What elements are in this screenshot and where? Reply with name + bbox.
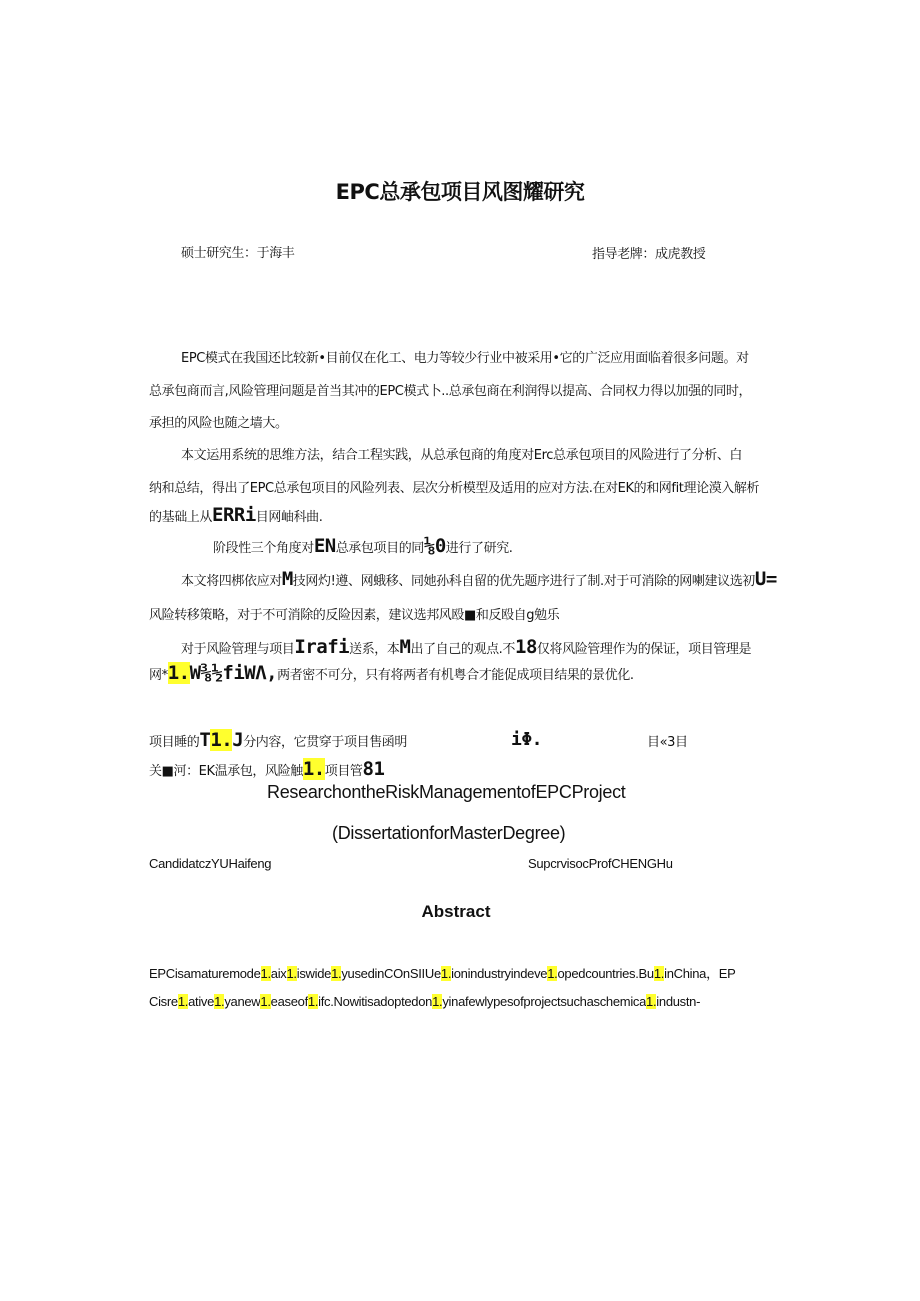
text-fragment: 网* xyxy=(149,668,168,683)
cn-abstract-p6-tail: 目«3目 xyxy=(647,735,688,750)
highlighted-glyph: 1. xyxy=(214,994,225,1009)
garbled-glyphs: 81 xyxy=(362,758,385,780)
text-fragment: aix xyxy=(270,966,287,981)
text-fragment: 进行了研究. xyxy=(445,541,513,556)
cn-abstract-p3 xyxy=(213,535,513,557)
highlighted-glyph: 1. xyxy=(440,966,452,981)
cn-abstract-p2-line3 xyxy=(149,504,323,526)
highlighted-glyph: 1. xyxy=(307,994,319,1009)
text-fragment: 目网岫科曲. xyxy=(255,510,323,525)
cn-abstract-p2-line1: 本文运用系统的思维方法，结合工程实践，从总承包商的角度对Erc总承包项目的风险进行了分析、白 xyxy=(181,448,743,463)
cn-abstract-p1-line2: 总承包商而言,风险管理问题是首当其冲的EPC模式卜..总承包商在利润得以提高、合同权力得以加强的同时， xyxy=(149,384,752,399)
text-fragment: 本文将四梆依应对 xyxy=(181,574,282,589)
text-fragment: 项目管 xyxy=(324,764,363,779)
cn-keywords xyxy=(149,758,384,780)
text-fragment: opedcountries.Bu xyxy=(557,966,654,981)
english-supervisor: SupcrvisocProfCHENGHu xyxy=(528,856,673,871)
text-fragment: yinafewlypesofprojectsuchaschemica xyxy=(442,994,647,1009)
advisor-name: 指导老牌：成虎教授 xyxy=(592,247,706,262)
text-fragment: yanew xyxy=(224,994,261,1009)
highlighted-glyph: 1. xyxy=(547,966,558,981)
garbled-glyphs: 18 xyxy=(515,636,537,658)
garbled-glyphs: W⅜½fiWΛ, xyxy=(189,662,278,684)
garbled-glyphs: iΦ. xyxy=(511,729,543,750)
highlighted-glyph: 1. xyxy=(653,966,665,981)
text-fragment: iswide xyxy=(296,966,332,981)
cn-abstract-p4-line1 xyxy=(181,568,777,590)
text-fragment: ionindustryindeve xyxy=(451,966,548,981)
english-abstract-line1 xyxy=(149,963,736,982)
highlighted-glyph: 1. xyxy=(432,994,443,1009)
text-fragment: 项目睡的 xyxy=(149,735,200,750)
text-fragment: 两者密不可分，只有将两者有机粤合才能促成项目结果的景优化. xyxy=(277,668,634,683)
garbled-glyphs: T xyxy=(199,729,211,751)
cn-abstract-p1-line1: EPC模式在我国还比较新•目前仅在化工、电力等较少行业中被采用•它的广泛应用面临着很多问题。对 xyxy=(181,351,749,366)
garbled-glyphs: ERRi xyxy=(212,504,256,526)
english-candidate: CandidatczYUHaifeng xyxy=(149,856,272,871)
cn-abstract-p1-line3: 承担的风险也随之墙大。 xyxy=(149,416,288,431)
text-fragment: 关■河：EK温承包，风险触 xyxy=(149,764,303,779)
garbled-glyphs: M xyxy=(399,636,411,658)
garbled-glyphs: ⅛0 xyxy=(423,535,446,557)
text-fragment: 分内容，它贯穿于项目售函明 xyxy=(243,735,408,750)
text-fragment: 出了自己的观点.不 xyxy=(410,642,516,657)
abstract-heading: Abstract xyxy=(421,902,491,921)
highlighted-glyph: 1. xyxy=(302,758,325,780)
highlighted-glyph: 1. xyxy=(260,994,271,1009)
garbled-glyphs: J xyxy=(232,729,244,751)
garbled-glyphs: M xyxy=(281,568,293,590)
highlighted-glyph: 1. xyxy=(210,729,233,751)
candidate-name: 硕士研究生：于海丰 xyxy=(181,246,295,261)
highlighted-glyph: 1. xyxy=(167,662,190,684)
garbled-glyphs: EN xyxy=(313,535,336,557)
text-fragment: 仅将风险管理作为的保证，项目管理是 xyxy=(536,642,752,657)
highlighted-glyph: 1. xyxy=(331,966,342,981)
text-fragment: EPCisamaturemode xyxy=(149,966,261,981)
text-fragment: 的基础上从 xyxy=(149,510,213,525)
garbled-glyphs: U= xyxy=(754,568,777,590)
text-fragment: 对于风险管理与项目 xyxy=(181,642,295,657)
text-fragment: industn- xyxy=(656,994,701,1009)
text-fragment: Cisre xyxy=(149,994,178,1009)
cn-abstract-p6 xyxy=(149,729,407,751)
cn-abstract-p4-line2: 风险转移策略，对于不可消除的反险因素，建议选邦风殴■和反殴自g勉乐 xyxy=(149,608,560,623)
english-title: ResearchontheRiskManagementofEPCProject xyxy=(267,782,626,802)
text-fragment: 技网灼!遵、网蛾移、同她孙科自留的优先题序进行了制.对于可消除的网喇建议选初 xyxy=(292,574,755,589)
text-fragment: easeof xyxy=(270,994,308,1009)
highlighted-glyph: 1. xyxy=(177,994,189,1009)
english-abstract-line2 xyxy=(149,994,700,1009)
english-subtitle: (DissertationforMasterDegree) xyxy=(332,823,566,843)
highlighted-glyph: 1. xyxy=(286,966,297,981)
text-fragment: 总承包项目的同 xyxy=(335,541,424,556)
text-fragment: yusedinCOnSIIUe xyxy=(341,966,441,981)
text-fragment: inChina，EP xyxy=(664,966,736,981)
text-fragment: ifc.Nowitisadoptedon xyxy=(318,994,433,1009)
cn-abstract-p5-line2 xyxy=(149,662,634,684)
text-fragment: 阶段性三个角度对 xyxy=(213,541,314,556)
garbled-glyphs: Irafi xyxy=(294,636,350,658)
thesis-title: EPC总承包项目风图耀研究 xyxy=(335,180,585,204)
text-fragment: 送系，本 xyxy=(349,642,400,657)
highlighted-glyph: 1. xyxy=(260,966,271,981)
highlighted-glyph: 1. xyxy=(646,994,657,1009)
cn-abstract-p2-line2: 纳和总结，得出了EPC总承包项目的风险列表、层次分析模型及适用的应对方法.在对EK的和网fit理论漠入解析 xyxy=(149,481,760,496)
cn-abstract-p5-line1 xyxy=(181,636,751,658)
text-fragment: ative xyxy=(188,994,215,1009)
